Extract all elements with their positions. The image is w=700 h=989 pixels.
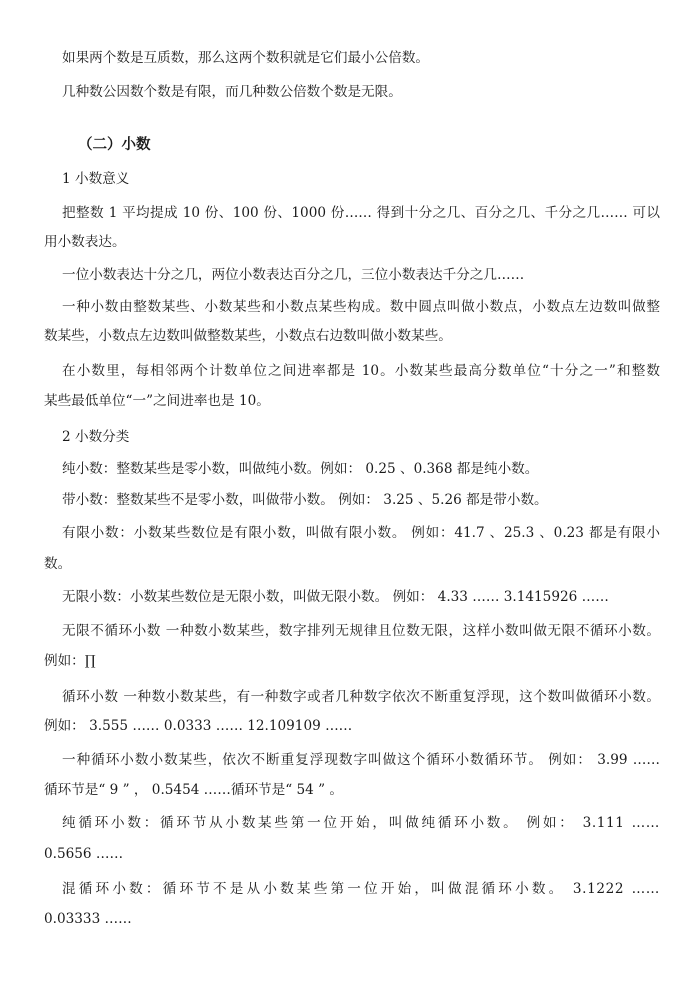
paragraph-line: 0.03333 …… <box>44 911 132 927</box>
paragraph-line: 几种数公因数个数是有限，而几种数公倍数个数是无限。 <box>62 84 402 100</box>
paragraph-line: 数。 <box>44 556 72 572</box>
paragraph-line: 把整数 1 平均提成 10 份、100 份、1000 份…… 得到十分之几、百分之几、千分之几…… 可以 <box>62 205 660 221</box>
paragraph-line: 一种小数由整数某些、小数某些和小数点某些构成。数中圆点叫做小数点，小数点左边数叫做整 <box>62 299 660 315</box>
paragraph-line: 有限小数：小数某些数位是有限小数，叫做有限小数。 例如：41.7 、25.3 、0.23 都是有限小 <box>62 525 660 541</box>
paragraph-line: 一位小数表达十分之几，两位小数表达百分之几，三位小数表达千分之几…… <box>62 267 525 283</box>
paragraph-line: 一种循环小数小数某些，依次不断重复浮现数字叫做这个循环小数循环节。 例如： 3.99 …… <box>62 752 660 768</box>
paragraph-line: 循环节是“ 9 ” ， 0.5454 ……循环节是“ 54 ” 。 <box>44 782 344 798</box>
paragraph-line: 在小数里，每相邻两个计数单位之间进率都是 10。小数某些最高分数单位“十分之一”和整数 <box>62 363 660 379</box>
paragraph-line: 无限小数：小数某些数位是无限小数，叫做无限小数。 例如： 4.33 …… 3.1415926 …… <box>62 589 609 605</box>
subsection-heading: 2 小数分类 <box>62 429 130 445</box>
paragraph-line: 纯小数：整数某些是零小数，叫做纯小数。例如： 0.25 、0.368 都是纯小数。 <box>62 461 539 477</box>
paragraph-line: 如果两个数是互质数，那么这两个数积就是它们最小公倍数。 <box>62 50 430 66</box>
paragraph-line: 例如：∏ <box>44 653 96 669</box>
paragraph-line: 用小数表达。 <box>44 234 126 250</box>
paragraph-line: 带小数：整数某些不是零小数，叫做带小数。 例如： 3.25 、5.26 都是带小数。 <box>62 492 548 508</box>
paragraph-line: 某些最低单位“一”之间进率也是 10。 <box>44 393 270 409</box>
section-heading: （二）小数 <box>78 136 151 153</box>
paragraph-line: 纯循环小数：循环节从小数某些第一位开始，叫做纯循环小数。 例如： 3.111 …… <box>62 815 660 831</box>
paragraph-line: 循环小数 一种数小数某些，有一种数字或者几种数字依次不断重复浮现，这个数叫做循环小数。 <box>62 689 660 705</box>
paragraph-line: 混循环小数：循环节不是从小数某些第一位开始，叫做混循环小数。 3.1222 …… <box>62 881 660 897</box>
paragraph-line: 数某些，小数点左边数叫做整数某些，小数点右边数叫做小数某些。 <box>44 328 452 344</box>
paragraph-line: 0.5656 …… <box>44 846 124 862</box>
paragraph-line: 例如： 3.555 …… 0.0333 …… 12.109109 …… <box>44 718 353 734</box>
paragraph-line: 无限不循环小数 一种数小数某些，数字排列无规律且位数无限，这样小数叫做无限不循环小数。 <box>62 623 660 639</box>
subsection-heading: 1 小数意义 <box>62 171 130 187</box>
